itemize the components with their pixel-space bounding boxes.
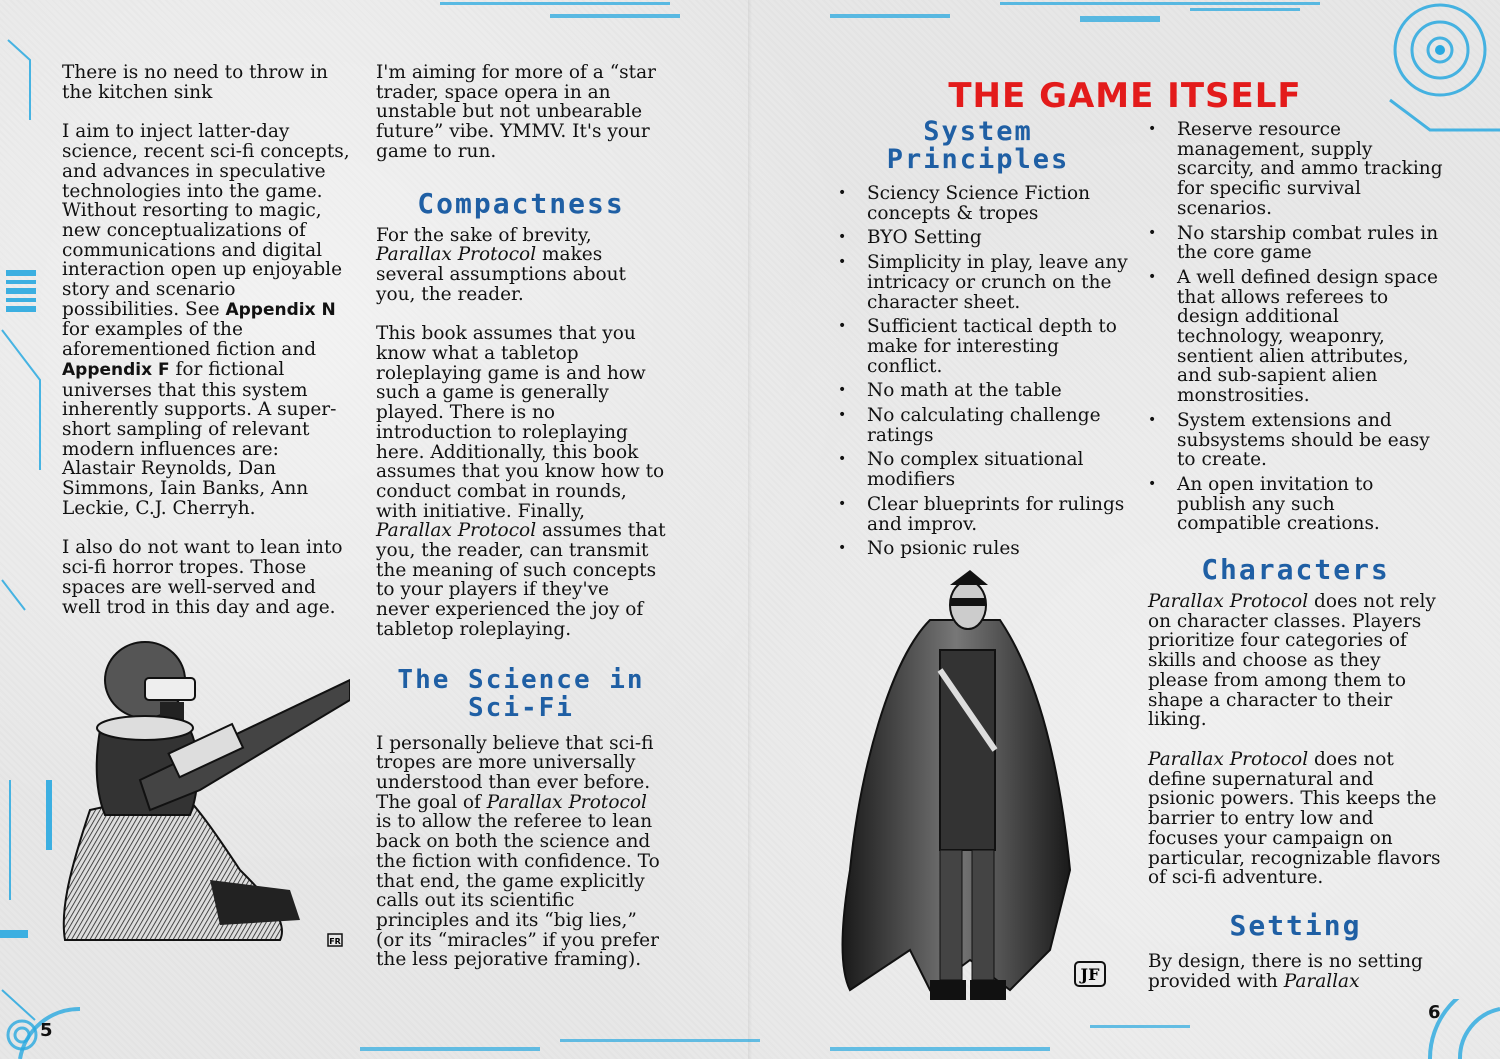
right-page-column-1: [838, 118, 1128, 564]
principle-item: • Simplicity in play, leave any intricacy or crunch on the character sheet.: [838, 253, 1128, 312]
game-itself-title: THE GAME ITSELF: [948, 76, 1302, 116]
powers-paragraph: Parallax Protocol does not define supernatural and psionic powers. This keeps the barrier to entry low and focuses your campaign on particular, recognizable flavors of sci-fi adventure.: [1148, 748, 1441, 889]
vibe-paragraph: I'm aiming for more of a “star trader, space opera in an unstable but not unbearable future” vibe. YMMV. It's your game to run.: [376, 62, 656, 162]
horror-tropes-paragraph: I also do not want to lean into sci-fi horror tropes. Those spaces are well-served and well trod in this day and age.: [62, 537, 343, 618]
top-tech-decoration: [0, 0, 1500, 30]
design-goal-item: • Reserve resource management, supply scarcity, and ammo tracking for specific survival scenarios.: [1148, 120, 1443, 219]
principle-item: • Clear blueprints for rulings and improv.: [838, 495, 1128, 534]
figure-artist-mark: JF: [1080, 965, 1100, 984]
cloaked-figure-illustration: [820, 570, 1110, 1030]
principle-item: • BYO Setting: [838, 228, 1128, 248]
principle-item: • Sciency Science Fiction concepts & tropes: [838, 184, 1128, 223]
influences-paragraph: I aim to inject latter-day science, recent sci-fi concepts, and advances in speculative technologies into the game. Without resorting to magic, new conceptualizations of communications and digital interaction open up enjoyable story and scenario possibilities. See Appendix N for examples of the aforementioned fiction and Appendix F for fictional universes that this system inherently supports. A super-short sampling of relevant modern influences are: Alastair Reynolds, Dan Simmons, Iain Banks, Ann Leckie, C.J. Cherryh.: [62, 121, 350, 519]
system-principles-heading: System Principles: [886, 116, 1070, 175]
appendix-n-reference: Appendix N: [225, 299, 336, 320]
page-gutter: [748, 0, 752, 1059]
setting-paragraph: By design, there is no setting provided with Parallax: [1148, 950, 1423, 992]
system-principles-list: [838, 184, 1128, 559]
page-number-right: 6: [1428, 1002, 1441, 1023]
science-paragraph: I personally believe that sci-fi tropes are more universally understood than ever before. The goal of Parallax Protocol is to allow the referee to lean back on both the science and the fiction with confidence. To that end, the game explicitly calls out its scientific principles and its “big lies,” (or its “miracles” if you prefer the less pejorative framing).: [376, 732, 660, 971]
assumptions-paragraph: This book assumes that you know what a tabletop roleplaying game is and how such a game is generally played. There is no introduction to roleplaying here. Additionally, this book assumes that you know how to conduct combat in rounds, with initiative. Finally, Parallax Protocol assumes that you, the reader, can transmit the meaning of such concepts to your players if they've never experienced the joy of tabletop roleplaying.: [376, 323, 666, 640]
characters-paragraph: Parallax Protocol does not rely on character classes. Players prioritize four categories of skills and choose as they please from among them to shape a character to their liking.: [1148, 591, 1436, 731]
principle-item: • No complex situational modifiers: [838, 450, 1128, 489]
top-right-circuit-decoration: [1370, 0, 1500, 140]
left-page-column-2: [376, 63, 666, 970]
science-in-scifi-heading: The Science in Sci-Fi: [397, 664, 645, 723]
right-page-column-2: [1148, 120, 1443, 991]
principle-item: • No math at the table: [838, 381, 1128, 401]
kitchen-sink-paragraph: There is no need to throw in the kitchen sink: [62, 62, 328, 103]
characters-heading: Characters: [1201, 553, 1390, 587]
page-number-left: 5: [40, 1020, 53, 1041]
bottom-tech-decoration: [0, 999, 1500, 1059]
principle-item: • Sufficient tactical depth to make for interesting conflict.: [838, 317, 1128, 376]
principle-item: • No psionic rules: [838, 539, 1128, 559]
left-page-column-1: [62, 63, 354, 637]
design-goal-item: • A well defined design space that allows referees to design additional technology, weaponry, sentient alien attributes, and sub-sapient alien monstrosities.: [1148, 268, 1443, 406]
appendix-f-reference: Appendix F: [62, 359, 170, 380]
design-goal-item: • No starship combat rules in the core game: [1148, 224, 1443, 263]
setting-heading: Setting: [1229, 908, 1362, 942]
design-goal-item: • System extensions and subsystems should be easy to create.: [1148, 411, 1443, 470]
principle-item: • No calculating challenge ratings: [838, 406, 1128, 445]
compactness-heading: Compactness: [417, 186, 625, 220]
design-goals-list: [1148, 120, 1443, 534]
soldier-artist-mark: FR: [329, 937, 341, 946]
soldier-with-rifle-illustration: [50, 640, 350, 960]
design-goal-item: • An open invitation to publish any such compatible creations.: [1148, 475, 1443, 534]
brevity-paragraph: For the sake of brevity, Parallax Protocol makes several assumptions about you, the reader.: [376, 224, 626, 305]
